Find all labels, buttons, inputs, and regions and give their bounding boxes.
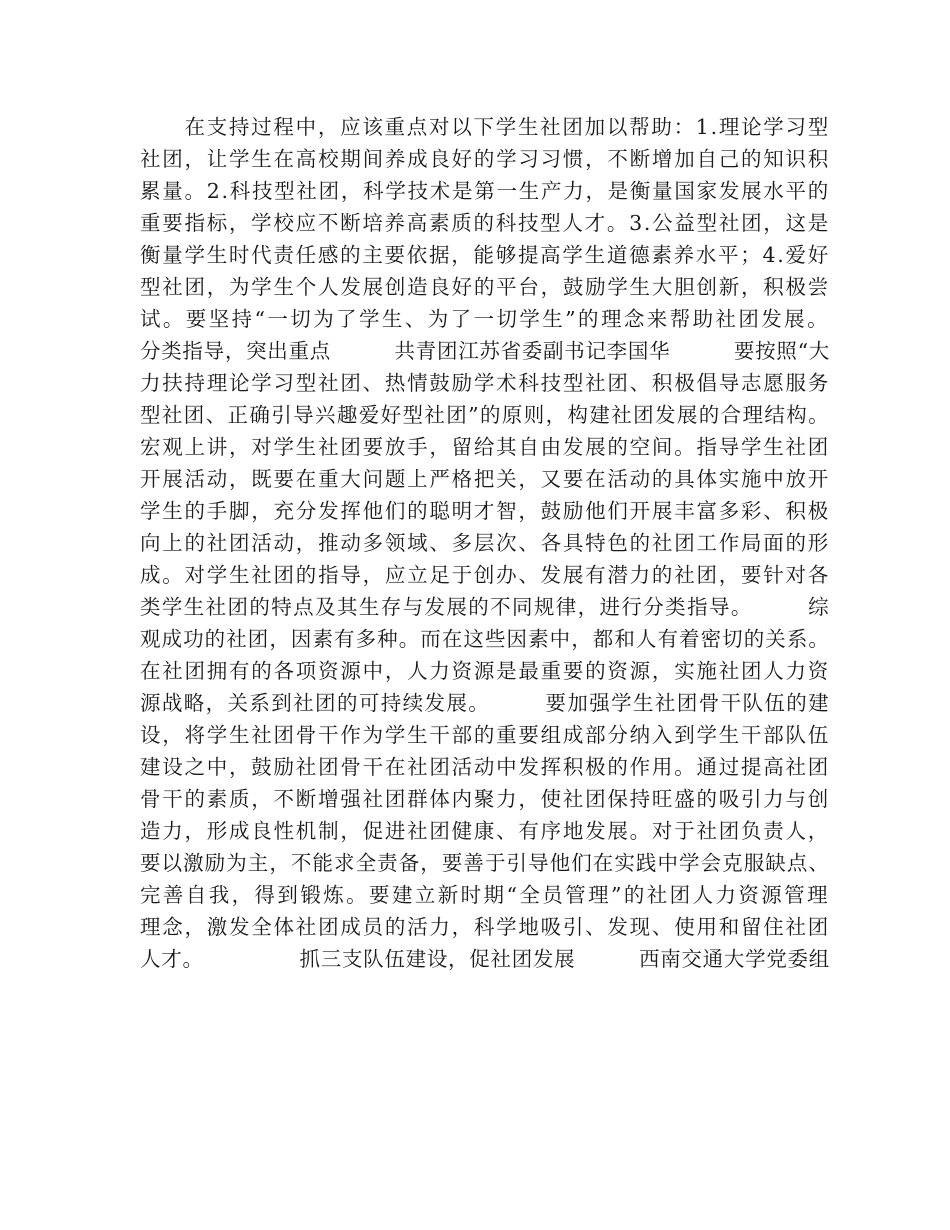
text-line: 要以激励为主，不能求全责备，要善于引导他们在实践中学会克服缺点、 [140,851,830,875]
text-line: 社团，让学生在高校期间养成良好的学习习惯，不断增加自己的知识积 [140,147,830,171]
text-line: 骨干的素质，不断增强社团群体内聚力，使社团保持旺盛的吸引力与创 [140,787,830,811]
text-line: 成。对学生社团的指导，应立足于创办、发展有潜力的社团，要针对各 [140,563,830,587]
text-line: 设，将学生社团骨干作为学生干部的重要组成部分纳入到学生干部队伍 [140,723,830,747]
text-line: 重要指标，学校应不断培养高素质的科技型人才。3.公益型社团，这是 [140,211,830,235]
text-line: 型社团、正确引导兴趣爱好型社团”的原则，构建社团发展的合理结构。 [140,403,830,427]
text-line: 理念，激发全体社团成员的活力，科学地吸引、发现、使用和留住社团 [140,915,830,939]
text-line: 开展活动，既要在重大问题上严格把关，又要在活动的具体实施中放开 [140,467,830,491]
text-line: 向上的社团活动，推动多领域、多层次、各具特色的社团工作局面的形 [140,531,830,555]
text-line: 衡量学生时代责任感的主要依据，能够提高学生道德素养水平；4.爱好 [140,243,830,267]
text-line: 学生的手脚，充分发挥他们的聪明才智，鼓励他们开展丰富多彩、积极 [140,499,830,523]
text-line: 力扶持理论学习型社团、热情鼓励学术科技型社团、积极倡导志愿服务 [140,371,830,395]
text-line: 在支持过程中，应该重点对以下学生社团加以帮助：1.理论学习型 [140,115,830,139]
body-text [140,111,830,975]
text-line: 试。要坚持“一切为了学生、为了一切学生”的理念来帮助社团发展。 [140,307,830,331]
text-line: 类学生社团的特点及其生存与发展的不同规律，进行分类指导。 综 [140,595,830,619]
text-line: 在社团拥有的各项资源中，人力资源是最重要的资源，实施社团人力资 [140,659,830,683]
text-line: 累量。2.科技型社团，科学技术是第一生产力，是衡量国家发展水平的 [140,179,830,203]
text-line: 人才。 抓三支队伍建设，促社团发展 西南交通大学党委组 [140,947,830,971]
text-line: 造力，形成良性机制，促进社团健康、有序地发展。对于社团负责人， [140,819,830,843]
text-line: 型社团，为学生个人发展创造良好的平台，鼓励学生大胆创新，积极尝 [140,275,830,299]
text-line: 观成功的社团，因素有多种。而在这些因素中，都和人有着密切的关系。 [140,627,830,651]
text-line: 分类指导，突出重点 共青团江苏省委副书记李国华 要按照“大 [140,339,830,363]
text-line: 源战略，关系到社团的可持续发展。 要加强学生社团骨干队伍的建 [140,691,830,715]
text-line: 宏观上讲，对学生社团要放手，留给其自由发展的空间。指导学生社团 [140,435,830,459]
text-line: 完善自我，得到锻炼。要建立新时期“全员管理”的社团人力资源管理 [140,883,830,907]
text-line: 建设之中，鼓励社团骨干在社团活动中发挥积极的作用。通过提高社团 [140,755,830,779]
